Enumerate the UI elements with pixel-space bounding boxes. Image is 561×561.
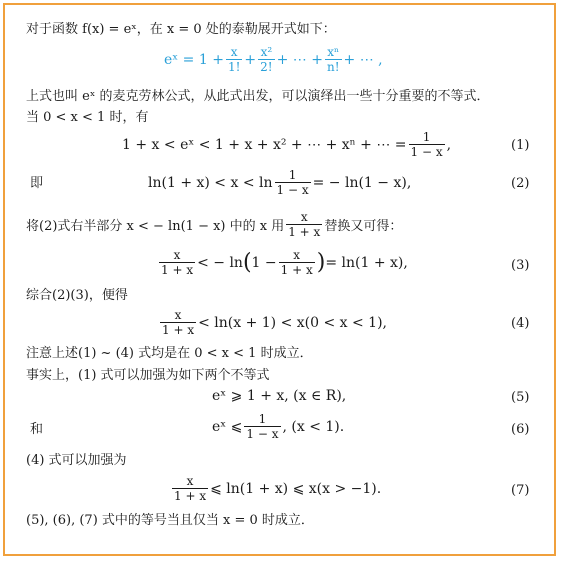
equation-6-label: (6): [511, 422, 530, 437]
paragraph-equality: (5), (6), (7) 式中的等号当且仅当 x = 0 时成立．: [26, 513, 314, 528]
equation-7: $\frac{x}{1 + x}$ ⩽ ln(1 + x) ⩽ x(x > −1).: [174, 474, 382, 503]
paragraph-combine: 综合(2)(3)，便得: [26, 288, 128, 303]
paragraph-substitution: 将(2)式右半部分 x < − ln(1 − x) 中的 x 用 $\frac{x}{1 + x}$ 替换又可得：: [26, 210, 403, 239]
equation-3-label: (3): [511, 258, 530, 273]
equation-1: 1 + x < eˣ < 1 + x + x² + ⋯ + xⁿ + ⋯ = $\frac{1}{1 - x}$ ,: [122, 130, 452, 159]
taylor-lhs: eˣ = 1 +: [164, 51, 224, 68]
equation-4-label: (4): [511, 316, 530, 331]
taylor-termn: $\frac{\text{xⁿ}}{n!}$: [326, 45, 340, 74]
equation-2: ln(1 + x) < x < ln $\frac{1}{1 - x}$ = − ln(1 − x),: [148, 168, 412, 197]
paragraph-note: 注意上述(1) ~ (4) 式均是在 0 < x < 1 时成立．: [26, 346, 313, 361]
equation-6-prefix: 和: [30, 422, 44, 437]
equation-5: eˣ ⩾ 1 + x, (x ∈ R),: [212, 388, 347, 404]
taylor-formula: eˣ = 1 + $\frac{x}{1!}$ + $\frac{\text{x²}}{2!}$ + ⋯ + $\frac{\text{xⁿ}}{n!}$ + ⋯ ,: [164, 45, 383, 74]
equation-6: eˣ ⩽ $\frac{1}{1 - x}$ , (x < 1).: [212, 412, 345, 441]
equation-5-label: (5): [511, 390, 530, 405]
paragraph-maclaurin: 上式也叫 eˣ 的麦克劳林公式，从此式出发，可以演绎出一些十分重要的不等式．: [26, 89, 490, 104]
paragraph-strengthen-4: (4) 式可以加强为: [26, 453, 127, 468]
equation-3: $\frac{x}{1 + x}$ < − ln ( 1 − $\frac{x}{1 + x}$ ) = ln(1 + x),: [161, 248, 408, 277]
equation-4: $\frac{x}{1 + x}$ < ln(x + 1) < x(0 < x < 1),: [162, 308, 387, 337]
intro-text: 对于函数 f(x) = eˣ，在 x = 0 处的泰勒展开式如下：: [26, 22, 336, 37]
taylor-term2: $\frac{\text{x²}}{2!}$: [260, 45, 273, 74]
paragraph-condition: 当 0 < x < 1 时，有: [26, 110, 149, 125]
equation-7-label: (7): [511, 483, 530, 498]
equation-2-prefix: 即: [30, 176, 44, 191]
equation-2-label: (2): [511, 176, 530, 191]
taylor-term1: $\frac{x}{1!}$: [227, 45, 241, 74]
equation-1-label: (1): [511, 138, 530, 153]
paragraph-strengthen: 事实上，(1) 式可以加强为如下两个不等式: [26, 368, 270, 383]
